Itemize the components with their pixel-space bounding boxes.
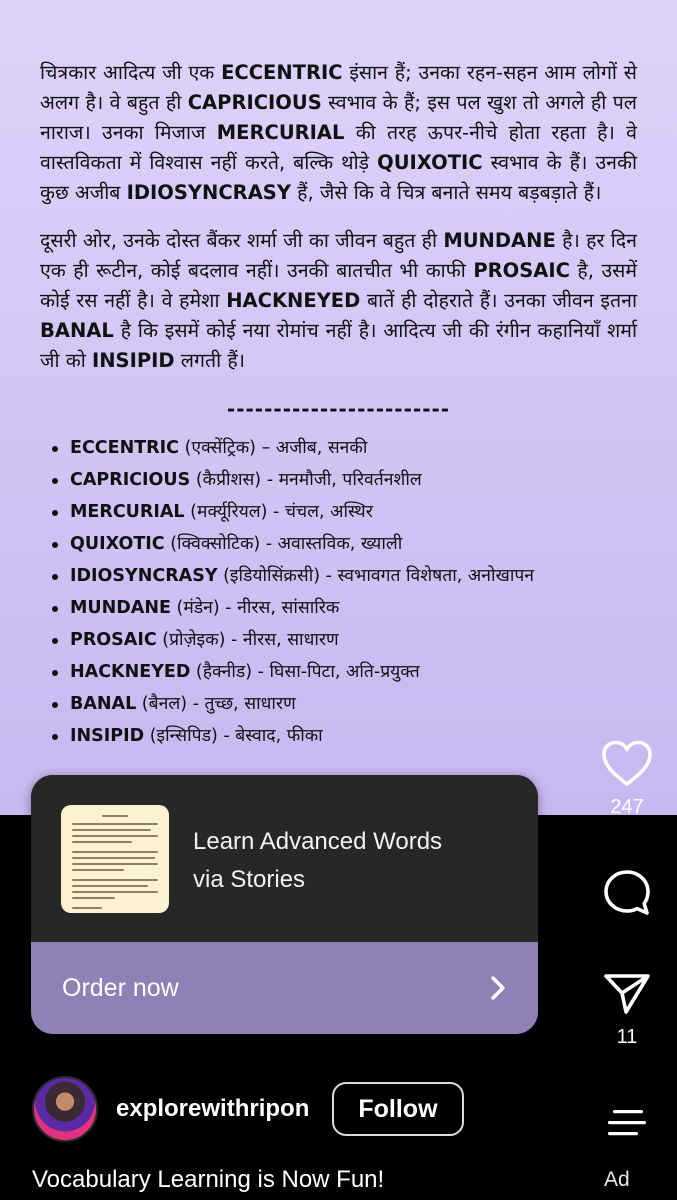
ad-title-line: via Stories	[193, 866, 306, 893]
ad-label: Ad	[604, 1168, 630, 1191]
vocab-word: CAPRICIOUS	[70, 470, 191, 490]
vocab-word: MUNDANE	[70, 598, 171, 618]
story-text-span: है। हर दिन एक ही रूटीन, कोई बदलाव नहीं। उनकी बातचीत भी काफी	[40, 229, 637, 282]
like-button[interactable]	[577, 740, 677, 819]
story-text-span: हैं, जैसे कि वे चित्र बनाते समय बड़बड़ाते हैं।	[290, 181, 602, 204]
highlight-word: PROSAIC	[473, 259, 570, 282]
story-text-span: चित्रकार आदित्य जी एक	[40, 61, 222, 84]
share-button[interactable]	[577, 968, 677, 1049]
story-text-span: है, उसमें कोई रस नहीं है। वे हमेशा	[40, 259, 637, 312]
vocab-word: PROSAIC	[70, 630, 157, 650]
story-text-span: इंसान हैं; उनका रहन-सहन आम लोगों से अलग है। वे बहुत ही	[40, 61, 637, 114]
ad-title-line: Learn Advanced Words	[193, 828, 443, 855]
vocab-word: BANAL	[70, 694, 137, 714]
story-text-span: लगती हैं।	[174, 349, 246, 372]
vocabulary-list	[40, 432, 637, 752]
story-paragraph-2	[40, 226, 637, 376]
heart-icon[interactable]	[601, 740, 653, 788]
post-caption[interactable]: Vocabulary Learning is Now Fun!	[32, 1166, 385, 1193]
vocab-meaning: (प्रोज़ेइक) - नीरस, साधारण	[156, 630, 339, 650]
chevron-right-icon	[488, 974, 508, 1002]
vocab-item	[52, 432, 637, 464]
book-thumbnail[interactable]	[61, 805, 169, 913]
vocab-item	[52, 656, 637, 688]
vocab-item	[52, 496, 637, 528]
vocab-word: INSIPID	[70, 726, 145, 746]
like-count: 247	[610, 796, 644, 818]
vocab-meaning: (कैप्रीशस) - मनमौजी, परिवर्तनशील	[190, 470, 422, 490]
vocab-item	[52, 560, 637, 592]
menu-lines-icon[interactable]	[605, 1108, 649, 1138]
divider-line: ------------------------	[226, 397, 451, 421]
vocab-meaning: (मंडेन) - नीरस, सांसारिक	[170, 598, 340, 618]
vocab-meaning: (मर्क्यूरियल) - चंचल, अस्थिर	[184, 502, 373, 522]
ad-card[interactable]	[31, 775, 538, 1034]
vocab-meaning: (क्विक्सोटिक) - अवास्तविक, ख्याली	[164, 534, 403, 554]
highlight-word: QUIXOTIC	[377, 151, 483, 174]
story-text	[40, 58, 637, 752]
vocab-item	[52, 720, 637, 752]
highlight-word: HACKNEYED	[226, 289, 361, 312]
vocab-meaning: (इन्सिपिड) - बेस्वाद, फीका	[144, 726, 323, 746]
order-now-button[interactable]	[31, 942, 538, 1034]
vocab-item	[52, 688, 637, 720]
vocab-word: HACKNEYED	[70, 662, 191, 682]
vocab-meaning: (बैनल) - तुच्छ, साधारण	[136, 694, 296, 714]
highlight-word: ECCENTRIC	[221, 61, 343, 84]
story-paragraph-1	[40, 58, 637, 208]
vocab-word: IDIOSYNCRASY	[70, 566, 218, 586]
highlight-word: BANAL	[40, 319, 114, 342]
ad-info[interactable]	[31, 775, 538, 942]
username[interactable]: explorewithripon	[116, 1095, 310, 1122]
highlight-word: CAPRICIOUS	[187, 91, 322, 114]
vocab-word: ECCENTRIC	[70, 438, 180, 458]
ad-title[interactable]	[193, 823, 513, 899]
share-count: 11	[616, 1026, 638, 1048]
author-row	[32, 1077, 502, 1141]
highlight-word: MUNDANE	[443, 229, 556, 252]
story-text-span: स्वभाव के हैं। उनकी कुछ अजीब	[40, 151, 637, 204]
vocab-item	[52, 624, 637, 656]
vocab-meaning: (हैक्नीड) - घिसा-पिटा, अति-प्रयुक्त	[190, 662, 420, 682]
more-options-button[interactable]	[577, 1108, 677, 1138]
story-text-span: स्वभाव के हैं; इस पल खुश तो अगले ही पल नाराज। उनका मिजाज	[40, 91, 637, 144]
highlight-word: IDIOSYNCRASY	[126, 181, 291, 204]
vocab-word: MERCURIAL	[70, 502, 185, 522]
vocab-item	[52, 528, 637, 560]
vocab-item	[52, 464, 637, 496]
vocab-meaning: (इडियोसिंक्रसी) - स्वभावगत विशेषता, अनोखापन	[217, 566, 535, 586]
vocab-word: QUIXOTIC	[70, 534, 165, 554]
story-text-span: दूसरी ओर, उनके दोस्त बैंकर शर्मा जी का जीवन बहुत ही	[40, 229, 444, 252]
follow-button[interactable]: Follow	[332, 1082, 463, 1136]
highlight-word: MERCURIAL	[216, 121, 345, 144]
avatar[interactable]	[32, 1076, 98, 1142]
comment-button[interactable]	[577, 868, 677, 918]
comment-bubble-icon[interactable]	[602, 868, 652, 918]
highlight-word: INSIPID	[91, 349, 175, 372]
story-text-span: की तरह ऊपर-नीचे होता रहता है। वे वास्तविकता में विश्वास नहीं करते, बल्कि थोड़े	[40, 121, 638, 174]
vocab-meaning: (एक्सेंट्रिक) – अजीब, सनकी	[179, 438, 368, 458]
vocab-item	[52, 592, 637, 624]
story-text-span: है कि इसमें कोई नया रोमांच नहीं है। आदित्य जी की रंगीन कहानियाँ शर्मा जी को	[40, 319, 637, 372]
story-text-span: बातें ही दोहराते हैं। उनका जीवन इतना	[360, 289, 637, 312]
order-now-label: Order now	[62, 973, 179, 1002]
send-icon[interactable]	[602, 968, 652, 1018]
